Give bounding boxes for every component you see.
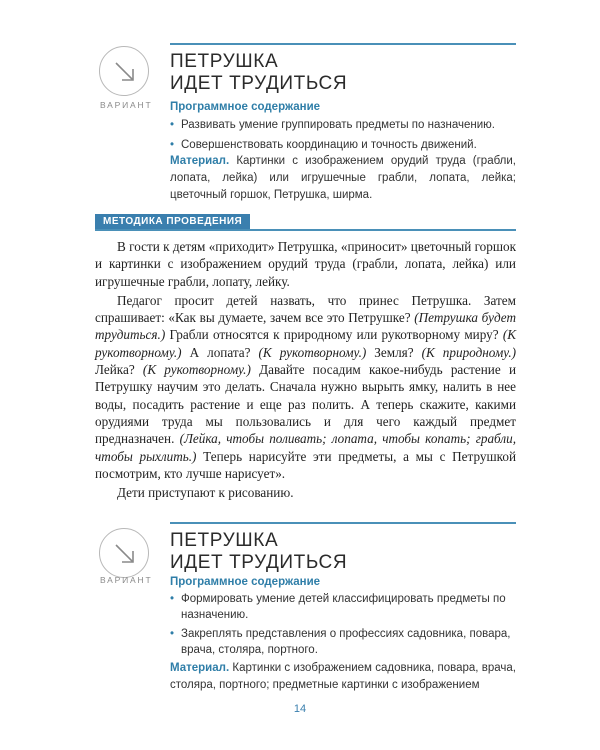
variant-badge xyxy=(99,46,149,96)
title-line-2: ИДЕТ ТРУДИТЬСЯ xyxy=(170,552,348,573)
variant-label: ВАРИАНТ xyxy=(100,100,153,110)
variant-title xyxy=(170,51,347,95)
method-heading: МЕТОДИКА ПРОВЕДЕНИЯ xyxy=(95,214,250,229)
variant-badge xyxy=(99,528,149,578)
title-line-1: ПЕТРУШКА xyxy=(170,530,279,551)
material-paragraph xyxy=(170,153,516,204)
program-list xyxy=(170,118,516,157)
method-banner xyxy=(95,214,516,231)
method-paragraph-2: Педагог просит детей назвать, что принес Петрушка. Затем спрашивает: «Как вы думаете, зачем все это Петрушке? (Петрушка будет трудиться.) Грабли относятся к природному или рукотворному миру? (К рукотворному.) А лопата? (К рукотворному.) Земля? (К природному.) Лейка? (К рукотворному.) Давайте посадим какое-нибудь растение и Петрушку научим это делать. Сначала нужно вырыть ямку, налить в нее воды, посадить растение и еще раз полить. А теперь скажите, какими орудиями труда мы пользовались и для чего каждый предмет предназначен. (Лейка, чтобы поливать; лопата, чтобы копать; грабли, чтобы рыхлить.) Теперь нарисуйте эти предметы, а мы с Петрушкой посмотрим, кто лучше нарисует». xyxy=(95,292,517,481)
material-text: Картинки с изображением орудий труда (грабли, лопата, лейка) или игрушечные грабли, лопата, лейка; цветочный горшок, Петрушка, ширма. xyxy=(170,155,516,201)
top-rule xyxy=(170,43,516,45)
top-rule xyxy=(170,522,516,524)
material-text: Картинки с изображением садовника, повара, врача, столяра, портного; предметные картинки с изображением xyxy=(170,662,516,691)
arrow-down-right-icon xyxy=(113,60,137,84)
title-line-2: ИДЕТ ТРУДИТЬСЯ xyxy=(170,73,348,94)
arrow-down-right-icon xyxy=(113,542,137,566)
method-body xyxy=(95,238,516,501)
list-item: • Закреплять представления о профессиях садовника, повара, врача, столяра, портного. xyxy=(170,628,511,656)
list-item: • Формировать умение детей классифицировать предметы по назначению. xyxy=(170,593,506,621)
program-heading: Программное содержание xyxy=(170,576,321,588)
page-number: 14 xyxy=(293,703,307,715)
method-paragraph-3: Дети приступают к рисованию. xyxy=(117,485,294,501)
list-item: • Развивать умение группировать предметы по назначению. xyxy=(170,119,495,131)
program-list xyxy=(170,592,516,662)
material-label: Материал. xyxy=(170,662,230,674)
material-paragraph xyxy=(170,660,516,694)
variant-label: ВАРИАНТ xyxy=(100,575,153,585)
title-line-1: ПЕТРУШКА xyxy=(170,51,279,72)
program-heading: Программное содержание xyxy=(170,101,321,113)
material-label: Материал. xyxy=(170,155,230,167)
method-paragraph-1: В гости к детям «приходит» Петрушка, «приносит» цветочный горшок и картинки с изображением орудий труда (грабли, лопата, лейка) или игрушечные грабли, лопату, лейку. xyxy=(95,239,516,289)
variant-title xyxy=(170,530,347,574)
list-item: • Совершенствовать координацию и точность движений. xyxy=(170,138,477,151)
